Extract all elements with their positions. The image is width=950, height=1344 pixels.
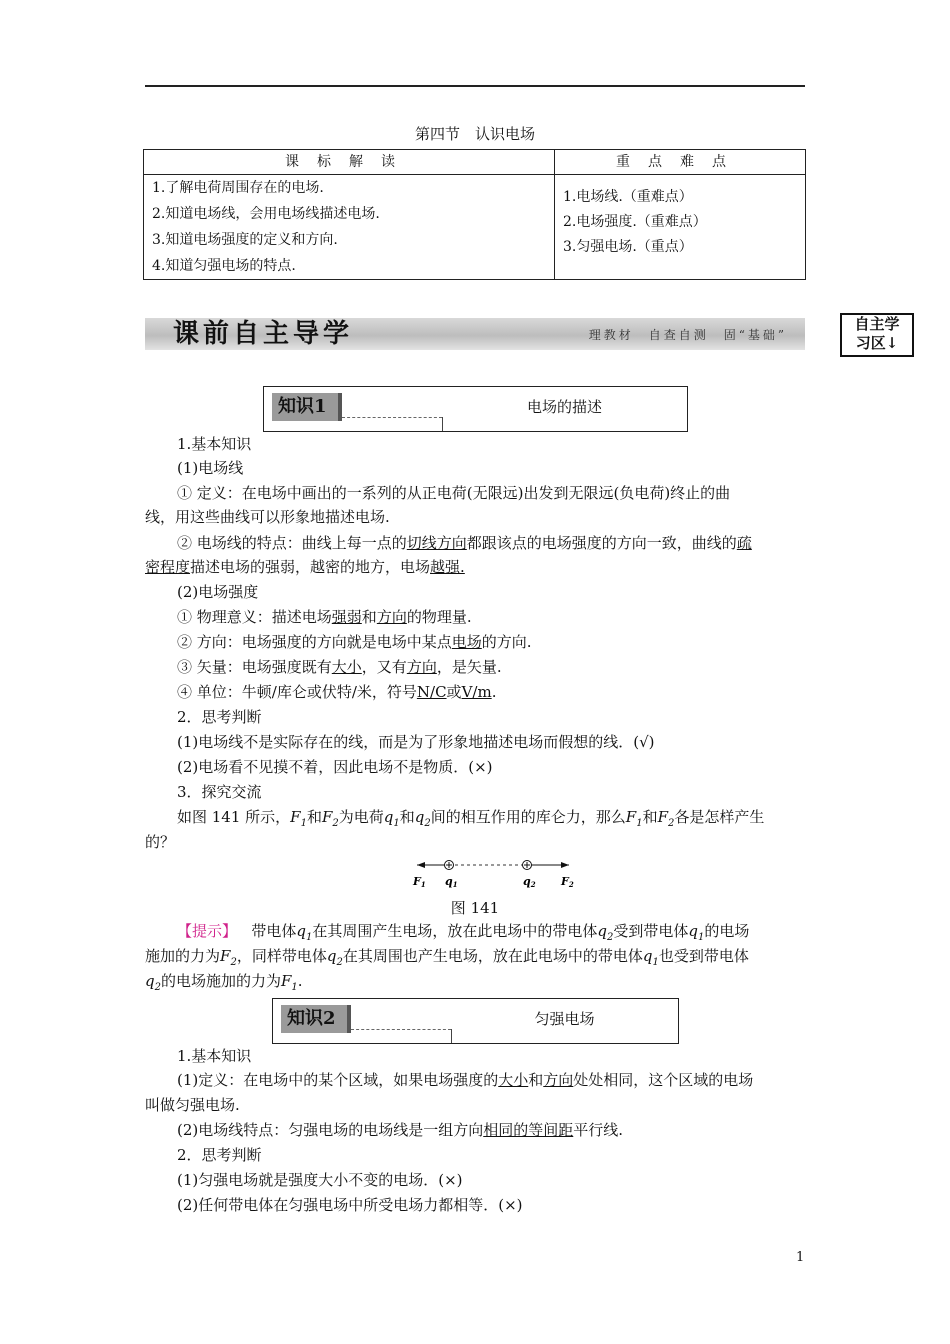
text-line: 如图 141 所示，$F_1$和$F_2$为电荷$q_1$和$q_2$间的相互作用的库仑力，那么$F_1$和$F_2$各是怎样产生	[177, 808, 765, 829]
text-line: 【提示】 带电体$q_1$在其周围产生电场，放在此电场中的带电体$q_2$受到带电体$q_1$的电场	[177, 922, 750, 943]
list-item: 1.了解电荷周围存在的电场.	[152, 180, 324, 196]
text-line: (1)定义：在电场中的某个区域，如果电场强度的大小和方向处处相同，这个区域的电场	[177, 1071, 754, 1089]
text-line: 1.基本知识	[177, 435, 252, 453]
knowledge2-title: 匀强电场	[534, 1010, 595, 1028]
list-item: 3.知道电场强度的定义和方向.	[152, 232, 338, 248]
label-q1: q1	[445, 875, 458, 889]
course-standards-list	[144, 175, 555, 280]
text-line: ① 物理意义：描述电场强弱和方向的物理量.	[177, 608, 472, 626]
page-number: 1	[796, 1250, 805, 1265]
text-line: ② 电场线的特点：曲线上每一点的切线方向都跟该点的电场强度的方向一致，曲线的疏	[177, 534, 752, 552]
text-line: (2)电场看不见摸不着，因此电场不是物质．(×)	[177, 758, 493, 776]
text-line: $q_2$的电场施加的力为$F_1$.	[145, 972, 303, 993]
text-line: 2．思考判断	[177, 708, 262, 726]
key-points-list	[555, 175, 806, 280]
list-item: 4.知道匀强电场的特点.	[152, 258, 296, 274]
col1-header: 课标解读	[144, 150, 555, 175]
text-line: ② 方向：电场强度的方向就是电场中某点电场的方向.	[177, 633, 532, 651]
text-line: 叫做匀强电场.	[145, 1096, 240, 1114]
text-line: (1)电场线不是实际存在的线，而是为了形象地描述电场而假想的线．(√)	[177, 733, 655, 751]
text-line: 密程度描述电场的强弱，越密的地方，电场越强.	[145, 558, 465, 576]
text-line: ③ 矢量：电场强度既有大小，又有方向，是矢量.	[177, 658, 502, 676]
self-study-area-label: 自主学 习区↓	[840, 313, 914, 357]
label-F2: F2	[561, 875, 574, 889]
text-line: 施加的力为$F_2$，同样带电体$q_2$在其周围也产生电场，放在此电场中的带电体$q_1$也受到带电体	[145, 947, 749, 968]
charges-figure	[405, 855, 585, 893]
knowledge1-title: 电场的描述	[526, 398, 602, 416]
text-line: 1.基本知识	[177, 1047, 252, 1065]
list-item: 1.电场线.（重难点）	[563, 189, 693, 205]
text-line: (1)匀强电场就是强度大小不变的电场．(×)	[177, 1171, 463, 1189]
objectives-table	[143, 149, 806, 280]
text-line: ① 定义：在电场中画出的一系列的从正电荷(无限远)出发到无限远(负电荷)终止的曲	[177, 484, 731, 502]
list-item: 2.知道电场线，会用电场线描述电场.	[152, 206, 380, 222]
label-F1: F1	[413, 875, 426, 889]
text-line: 3．探究交流	[177, 783, 262, 801]
text-line: ④ 单位：牛顿/库仑或伏特/米，符号N/C或V/m.	[177, 683, 497, 701]
text-line: 线，用这些曲线可以形象地描述电场.	[145, 508, 390, 526]
knowledge1-badge: 知识1	[272, 393, 342, 421]
hint-label: 【提示】	[177, 922, 238, 940]
col2-header: 重点难点	[555, 150, 806, 175]
section-banner	[145, 318, 805, 350]
text-line: (1)电场线	[177, 459, 244, 477]
figure-caption: 图 141	[450, 899, 500, 917]
knowledge2-header	[272, 998, 679, 1044]
text-line: (2)电场线特点：匀强电场的电场线是一组方向相同的等间距平行线.	[177, 1121, 624, 1139]
knowledge2-badge: 知识2	[281, 1005, 351, 1033]
label-q2: q2	[523, 875, 536, 889]
text-line: (2)任何带电体在匀强电场中所受电场力都相等．(×)	[177, 1196, 523, 1214]
banner-title: 课前自主导学	[173, 319, 354, 349]
list-item: 2.电场强度.（重难点）	[563, 214, 707, 230]
list-item: 3.匀强电场.（重点）	[563, 239, 693, 255]
knowledge1-header	[263, 386, 688, 432]
header-rule	[145, 85, 805, 87]
section-title: 第四节 认识电场	[414, 125, 535, 143]
banner-subtitle: 理教材 自查自测 固“基础”	[588, 328, 787, 342]
text-line: 2．思考判断	[177, 1146, 262, 1164]
text-line: (2)电场强度	[177, 583, 259, 601]
text-line: 的？	[145, 833, 176, 851]
